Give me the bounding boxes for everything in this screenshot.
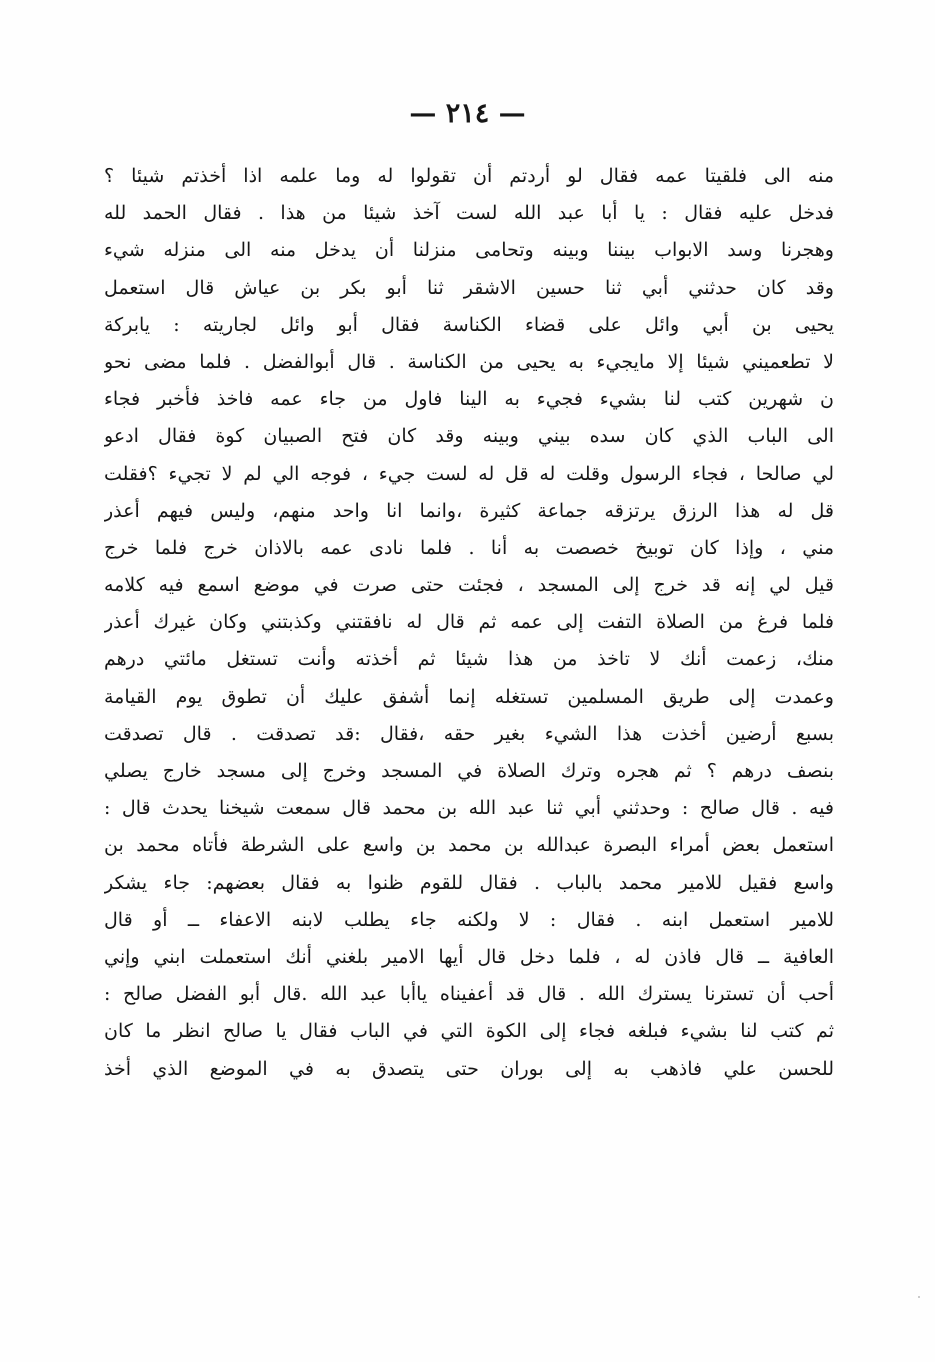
text-line: فلما فرغ من الصلاة التفت إلى عمه ثم قال له نافقتني وكذبتني وكان غيرك أعذر (104, 611, 834, 634)
text-line: العافية ــ قال فاذن له ، فلما دخل قال أيها الامير بلغني أنك استعملت ابني وإني (104, 945, 834, 968)
text-line: استعمل بعض أمراء البصرة عبدالله بن محمد بن واسع على الشرطة فأتاه محمد بن (104, 834, 834, 857)
page-number: — ٢١٤ — (409, 98, 526, 129)
text-line: للامير استعمل ابنه . فقال : لا ولكنه جاء يطلب لابنه الاعفاء ــ أو قال (104, 908, 834, 931)
text-line: بنصف درهم ؟ ثم هجره وترك الصلاة في المسجد وخرج إلى مسجد خارج يصلي (104, 760, 834, 782)
scan-speck (918, 1296, 920, 1298)
text-line: لا تطعميني شيئا إلا مايجيء به يحيى من الكناسة . قال أبوالفضل . فلما مضى نحو (104, 350, 834, 373)
text-line: وهجرنا وسد الابواب بيننا وبينه وتحامى منزلنا أن يدخل منه الى منزله شيء (104, 239, 834, 262)
text-line: للحسن علي فاذهب به إلى بوران حتى يتصدق به في الموضع الذي أخذ (104, 1057, 834, 1080)
text-line: قل له هذا الرزق يرتزقه جماعة كثيرة ،وانما انا واحد منهم، وليس فيهم أعذر (104, 499, 834, 522)
body-text (104, 158, 834, 1088)
text-line: الى الباب الذي كان سده بيني وبينه وقد كان فتح الصبيان كوة فقال ادعو (104, 425, 834, 448)
text-line: فدخل عليه فقال : يا أبا عبد الله لست آخذ شيئا من هذا . فقال الحمد لله (104, 202, 834, 225)
text-line: يحيى بن أبي وائل على قضاء الكناسة فقال أبو وائل لجاريته : يابركة (104, 313, 834, 336)
text-line: وقد كان حدثني أبي ثنا حسين الاشقر ثنا أبو بكر بن عياش قال استعمل (104, 276, 834, 299)
text-line: قيل لي إنه قد خرج إلى المسجد ، فجئت حتى صرت في موضع اسمع فيه كلامه (104, 574, 834, 597)
text-line: مني ، وإذا كان توبيخ خصصت به أنا . فلما نادى عمه بالاذان خرج فلما خرج (104, 536, 834, 559)
text-line: ن شهرين كتب لنا بشيء فجيء به الينا فاول من جاء عمه فاخذ فأخبر فجاء (104, 388, 834, 411)
text-line: بسبع أرضين أخذت هذا الشيء بغير حقه ،فقال :قد تصدقت . قال تصدقت (104, 722, 834, 745)
text-line: ثم كتب لنا بشيء فبلغه فجاء إلى الكوة التي في الباب فقال يا صالح انظر ما كان (104, 1020, 834, 1043)
text-line: منه الى فلقيتا عمه فقال لو أردتم أن تقولوا له وما علمه اذا أخذتم شيئا ؟ (104, 165, 834, 187)
text-line: وعمدت إلى طريق المسلمين تستغله إنما أشفق عليك أن تطوق يوم القيامة (104, 685, 834, 708)
text-line: لي صالحا ، فجاء الرسول وقلت له قل له لست جيء ، فوجه الي لم لا تجيء ؟فقلت (104, 462, 834, 485)
text-line: منك، زعمت أنك لا تاخذ من هذا شيئا ثم أخذته وأنت تستغل مائتي درهم (104, 648, 834, 671)
text-line: واسع فقيل للامير محمد بالباب . فقال للقوم ظنوا به فقال بعضهم: جاء يشكر (104, 871, 834, 894)
text-line: أحب أن تسترنا يسترك الله . قال قد أعفيناه ياأبا عبد الله .قال أبو الفضل صالح : (104, 983, 834, 1006)
text-line: فيه . قال صالح : وحدثني أبي ثنا عبد الله بن محمد قال سمعت شيخنا يحدث قال : (104, 797, 834, 820)
